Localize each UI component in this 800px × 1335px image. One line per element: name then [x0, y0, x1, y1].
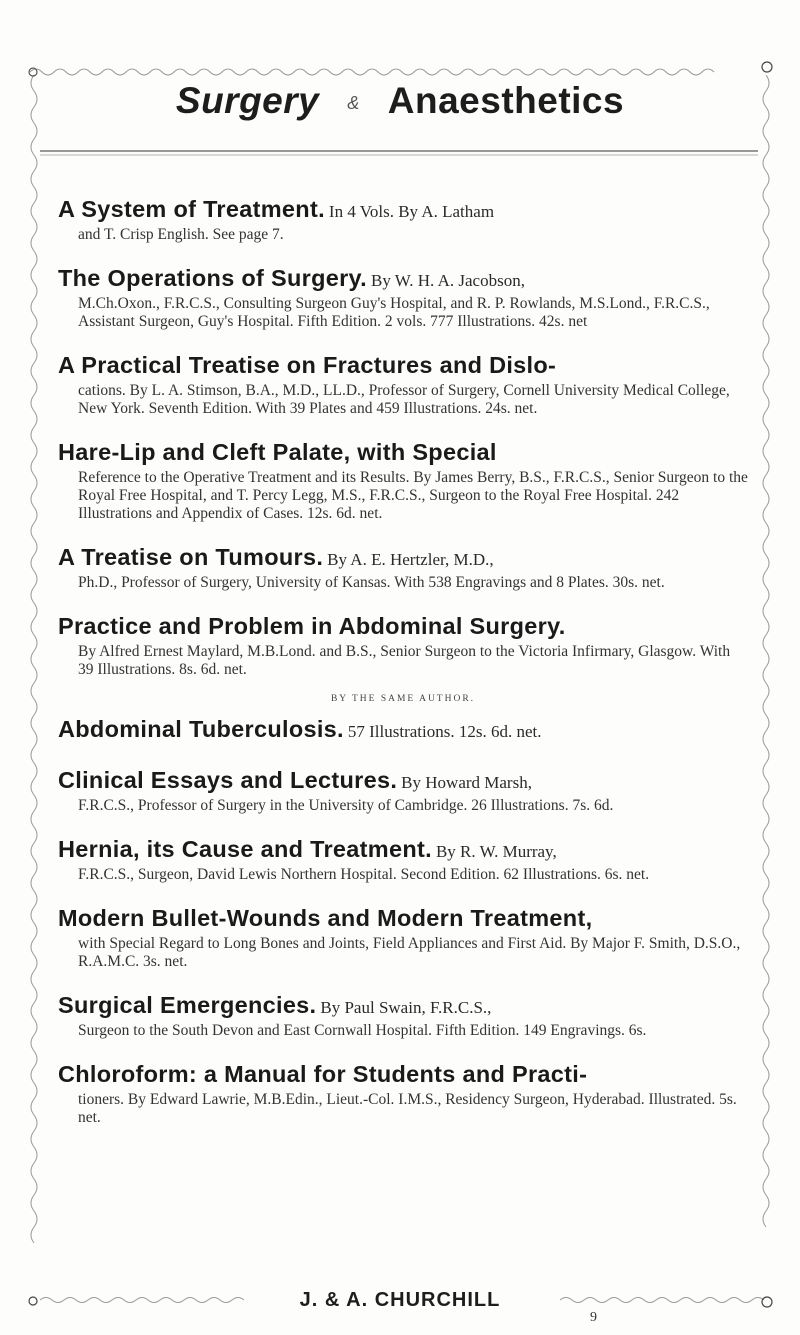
book-entry	[58, 196, 748, 244]
book-title: A System of Treatment.	[58, 196, 325, 222]
book-title: The Operations of Surgery.	[58, 265, 367, 291]
book-title: Modern Bullet-Wounds and Modern Treatment,	[58, 905, 593, 931]
book-description: and T. Crisp English. See page 7.	[78, 226, 284, 243]
book-byline: By A. E. Hertzler, M.D.,	[327, 550, 494, 569]
book-byline: By Howard Marsh,	[401, 773, 532, 792]
book-entry	[58, 613, 748, 679]
book-entry	[58, 1061, 748, 1127]
book-description: tioners. By Edward Lawrie, M.B.Edin., Lieut.-Col. I.M.S., Residency Surgeon, Hyderabad. Illustrated. 5s. net.	[78, 1091, 737, 1126]
book-entry	[58, 767, 748, 815]
book-list	[58, 196, 748, 1148]
book-title: Hernia, its Cause and Treatment.	[58, 836, 432, 862]
book-entry	[58, 716, 748, 746]
book-description: F.R.C.S., Professor of Surgery in the University of Cambridge. 26 Illustrations. 7s. 6d.	[78, 797, 614, 814]
book-description: By Alfred Ernest Maylard, M.B.Lond. and B.S., Senior Surgeon to the Victoria Infirmary, Glasgow. With 39 Illustrations. 8s. 6d. net.	[78, 643, 731, 678]
book-entry	[58, 544, 748, 592]
book-byline: By R. W. Murray,	[435, 842, 557, 861]
book-byline: By W. H. A. Jacobson,	[371, 271, 525, 290]
book-entry	[58, 439, 748, 523]
page-number: 9	[590, 1310, 597, 1325]
book-title: Chloroform: a Manual for Students and Practi-	[58, 1061, 588, 1087]
book-entry	[58, 836, 748, 884]
header-surgery: Surgery	[175, 80, 320, 121]
book-entry	[58, 352, 748, 418]
same-author-note: BY THE SAME AUTHOR.	[330, 694, 476, 704]
book-description: Ph.D., Professor of Surgery, University of Kansas. With 538 Engravings and 8 Plates. 30s. net.	[78, 574, 665, 591]
book-entry	[58, 905, 748, 971]
book-title: Abdominal Tuberculosis.	[58, 716, 344, 742]
book-title: A Practical Treatise on Fractures and Dislo-	[58, 352, 557, 378]
publisher-footer: J. & A. CHURCHILL	[299, 1289, 501, 1311]
book-entry	[58, 265, 748, 331]
book-description: Surgeon to the South Devon and East Cornwall Hospital. Fifth Edition. 149 Engravings. 6s.	[78, 1022, 647, 1039]
book-byline: In 4 Vols. By A. Latham	[328, 202, 495, 221]
book-title: A Treatise on Tumours.	[58, 544, 324, 570]
book-description: F.R.C.S., Surgeon, David Lewis Northern Hospital. Second Edition. 62 Illustrations. 6s. net.	[78, 866, 650, 883]
book-description: Reference to the Operative Treatment and its Results. By James Berry, B.S., F.R.C.S., Senior Surgeon to the Royal Free Hospital, and T. Percy Legg, M.S., F.R.C.S., Surgeon to the Royal Free Hospital. 242 Illustrations and Appendix of Cases. 12s. 6d. net.	[78, 469, 748, 522]
book-title: Hare-Lip and Cleft Palate, with Special	[58, 439, 497, 465]
book-byline: By Paul Swain, F.R.C.S.,	[320, 998, 492, 1017]
book-description: with Special Regard to Long Bones and Joints, Field Appliances and First Aid. By Major F. Smith, D.S.O., R.A.M.C. 3s. net.	[78, 935, 741, 970]
book-title: Surgical Emergencies.	[58, 992, 317, 1018]
header-anaesthetics: Anaesthetics	[387, 80, 625, 121]
book-title: Practice and Problem in Abdominal Surgery.	[58, 613, 566, 639]
ampersand-ornament: &	[347, 92, 360, 113]
book-entry	[58, 992, 748, 1040]
book-byline: 57 Illustrations. 12s. 6d. net.	[347, 722, 542, 741]
book-description: cations. By L. A. Stimson, B.A., M.D., LL.D., Professor of Surgery, Cornell University Medical College, New York. Seventh Edition. With 39 Plates and 459 Illustrations. 24s. net.	[78, 382, 730, 417]
page-header	[0, 80, 800, 122]
book-title: Clinical Essays and Lectures.	[58, 767, 398, 793]
book-description: M.Ch.Oxon., F.R.C.S., Consulting Surgeon Guy's Hospital, and R. P. Rowlands, M.S.Lond., F.R.C.S., Assistant Surgeon, Guy's Hospital. Fifth Edition. 2 vols. 777 Illustrations. 42s. net	[78, 295, 710, 330]
